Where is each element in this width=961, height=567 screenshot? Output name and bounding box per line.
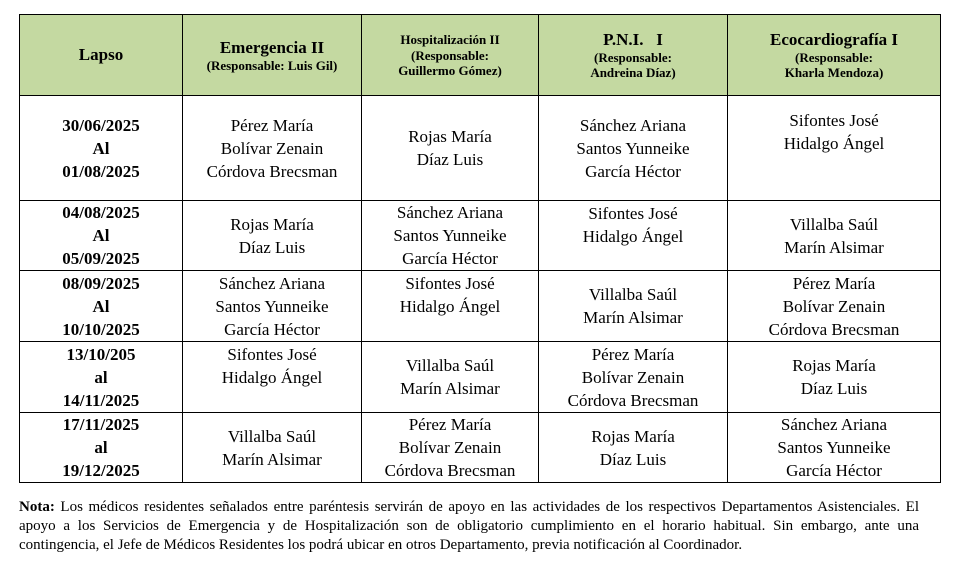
header-hospitalizacion-responsable-label: (Responsable: [410, 48, 489, 63]
header-pni-responsable-label: (Responsable: [593, 50, 672, 65]
lapso-separator: al [94, 438, 108, 457]
resident-name: Rojas María [792, 356, 876, 375]
lapso-separator: Al [92, 296, 110, 316]
footnote-text: Los médicos residentes señalados entre paréntesis servirán de apoyo en las actividades de los respectivos Departamentos Asistenciales. El apoyo a los Servicios de Emergencia y de Hospitalización son de obligatorio cumplimiento en el horario habitual. Sin embargo, ante una contingencia, el Jefe de Médicos Residentes los podrá ubicar en otros Departamento, previa notificación al Coordinador. [19, 499, 919, 553]
resident-name: Santos Yunneike [393, 226, 507, 245]
header-emergencia-title: Emergencia II [219, 37, 325, 57]
ecocardiografia-cell [728, 96, 941, 201]
resident-name: Rojas María [230, 214, 314, 234]
header-emergencia-responsable: (Responsable: Luis Gil) [206, 57, 338, 73]
ecocardiografia-cell [728, 342, 941, 413]
resident-name: Santos Yunneike [777, 438, 891, 457]
emergencia-cell [183, 342, 362, 413]
hospitalizacion-cell [362, 342, 539, 413]
resident-name: Pérez María [591, 344, 675, 364]
lapso-cell [20, 413, 183, 483]
table-row [20, 96, 941, 201]
resident-name: Villalba Saúl [789, 214, 879, 234]
lapso-start: 04/08/2025 [62, 203, 140, 222]
ecocardiografia-cell [728, 201, 941, 271]
pni-cell [539, 96, 728, 201]
resident-name: Díaz Luis [599, 449, 667, 469]
ecocardiografia-cell [728, 271, 941, 342]
lapso-cell [20, 201, 183, 271]
emergencia-cell [183, 413, 362, 483]
header-hospitalizacion [362, 15, 539, 96]
header-ecocardiografia-responsable-name: Kharla Mendoza) [784, 65, 884, 80]
header-emergencia [183, 15, 362, 96]
resident-name: García Héctor [786, 461, 882, 480]
resident-name: Bolívar Zenain [398, 438, 502, 457]
resident-name: Marín Alsimar [222, 449, 322, 469]
lapso-start: 30/06/2025 [62, 115, 140, 135]
header-lapso [20, 15, 183, 96]
lapso-end: 01/08/2025 [62, 161, 140, 181]
resident-name: Sánchez Ariana [396, 203, 504, 222]
lapso-end: 19/12/2025 [62, 461, 140, 480]
header-hospitalizacion-responsable-name: Guillermo Gómez) [398, 63, 502, 78]
resident-name: Santos Yunneike [215, 296, 329, 316]
lapso-cell [20, 271, 183, 342]
resident-name: Santos Yunneike [576, 138, 690, 158]
resident-name: Marín Alsimar [583, 308, 683, 327]
resident-name: Rojas María [408, 127, 492, 146]
header-pni [539, 15, 728, 96]
resident-name: Díaz Luis [238, 237, 306, 257]
lapso-end: 14/11/2025 [62, 390, 140, 410]
resident-name: Sánchez Ariana [218, 273, 326, 293]
resident-name: Marín Alsimar [400, 379, 500, 398]
resident-name: Pérez María [230, 115, 314, 135]
lapso-cell [20, 96, 183, 201]
resident-name: Bolívar Zenain [581, 367, 685, 387]
resident-name: Bolívar Zenain [220, 138, 324, 158]
resident-name: Hidalgo Ángel [783, 134, 885, 153]
resident-name: Marín Alsimar [784, 237, 884, 257]
pni-cell [539, 342, 728, 413]
resident-name: García Héctor [224, 319, 320, 339]
header-lapso-label: Lapso [78, 45, 124, 64]
ecocardiografia-cell [728, 413, 941, 483]
header-ecocardiografia-responsable-label: (Responsable: [794, 50, 873, 65]
hospitalizacion-cell [362, 96, 539, 201]
resident-name: Pérez María [792, 273, 876, 293]
lapso-end: 10/10/2025 [62, 319, 140, 339]
resident-name: Sifontes José [405, 274, 495, 293]
footnote [19, 498, 919, 555]
resident-name: Sánchez Ariana [579, 115, 687, 135]
resident-name: Sifontes José [227, 345, 317, 364]
resident-name: Rojas María [591, 426, 675, 446]
resident-name: Córdova Brecsman [567, 390, 699, 410]
resident-name: Córdova Brecsman [384, 461, 516, 480]
pni-cell [539, 271, 728, 342]
header-ecocardiografia-title: Ecocardiografía I [770, 30, 898, 49]
header-row [20, 15, 941, 96]
resident-name: Bolívar Zenain [782, 296, 886, 316]
resident-name: Díaz Luis [416, 150, 484, 169]
lapso-start: 13/10/205 [66, 344, 136, 364]
lapso-start: 17/11/2025 [62, 415, 140, 434]
hospitalizacion-cell [362, 201, 539, 271]
resident-name: Villalba Saúl [227, 426, 317, 446]
resident-name: Córdova Brecsman [768, 319, 900, 339]
resident-name: Hidalgo Ángel [582, 227, 684, 246]
resident-name: Díaz Luis [800, 379, 868, 398]
pni-cell [539, 201, 728, 271]
pni-cell [539, 413, 728, 483]
resident-name: García Héctor [402, 249, 498, 268]
table-row [20, 271, 941, 342]
schedule-table [19, 14, 941, 483]
header-hospitalizacion-title: Hospitalización II [400, 32, 500, 47]
resident-name: Sánchez Ariana [780, 415, 888, 434]
resident-name: Pérez María [408, 415, 492, 434]
resident-name: Hidalgo Ángel [221, 368, 323, 387]
hospitalizacion-cell [362, 271, 539, 342]
resident-name: Sifontes José [588, 204, 678, 223]
lapso-separator: Al [92, 138, 110, 158]
lapso-start: 08/09/2025 [62, 273, 140, 293]
emergencia-cell [183, 201, 362, 271]
emergencia-cell [183, 271, 362, 342]
header-ecocardiografia [728, 15, 941, 96]
hospitalizacion-cell [362, 413, 539, 483]
resident-name: Córdova Brecsman [206, 161, 338, 181]
header-pni-title: P.N.I. I [603, 30, 663, 49]
lapso-separator: al [94, 367, 108, 387]
resident-name: García Héctor [585, 161, 681, 181]
lapso-end: 05/09/2025 [62, 249, 140, 268]
lapso-separator: Al [92, 226, 110, 245]
header-pni-responsable-name: Andreina Díaz) [590, 65, 676, 80]
footnote-label: Nota: [19, 499, 55, 515]
table-row [20, 413, 941, 483]
resident-name: Sifontes José [789, 111, 879, 130]
lapso-cell [20, 342, 183, 413]
resident-name: Villalba Saúl [588, 285, 678, 304]
resident-name: Villalba Saúl [405, 356, 495, 375]
table-row [20, 201, 941, 271]
emergencia-cell [183, 96, 362, 201]
resident-name: Hidalgo Ángel [399, 297, 501, 316]
table-row [20, 342, 941, 413]
